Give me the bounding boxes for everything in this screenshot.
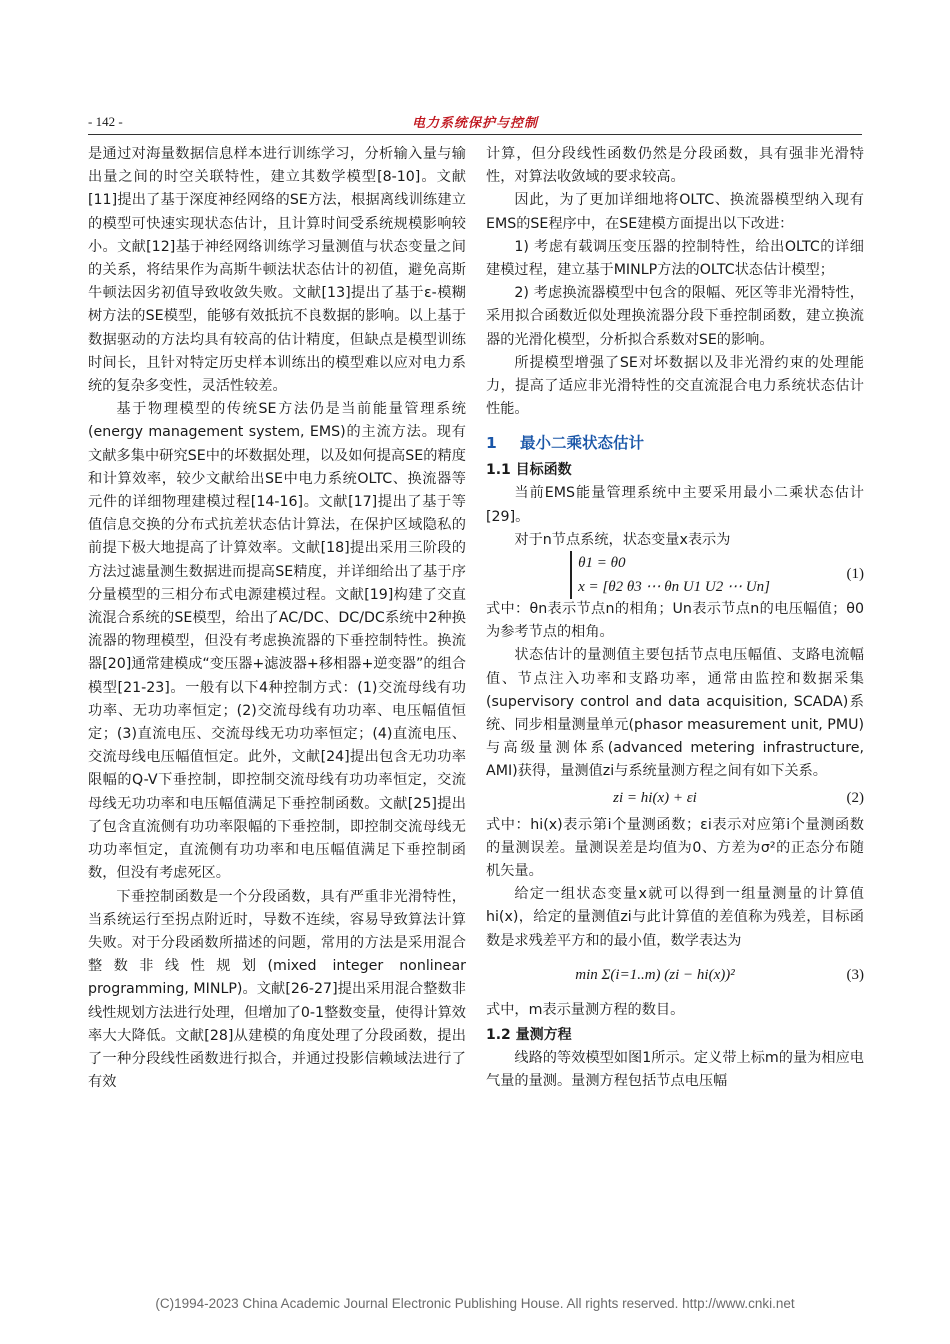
subsection-heading: 1.1 目标函数: [486, 462, 572, 479]
equation-line: x = [θ2 θ3 ⋯ θn U1 U2 ⋯ Un]: [578, 578, 770, 595]
section-number: 1: [486, 434, 497, 453]
list-item: 1) 考虑有载调压变压器的控制特性，给出OLTC的详细建模过程，建立基于MINLP方法的OLTC状态估计模型；: [486, 238, 864, 279]
page-number: - 142 -: [88, 114, 123, 129]
journal-title: 电力系统保护与控制: [411, 116, 538, 131]
section-heading: [486, 431, 864, 455]
equation-number: (3): [846, 967, 864, 984]
equation-number: (1): [846, 566, 864, 583]
paragraph: 因此，为了更加详细地将OLTC、换流器模型纳入现有EMS的SE程序中，在SE建模方面提出以下改进：: [486, 192, 864, 232]
paragraph: 下垂控制函数是一个分段函数，具有严重非光滑特性，当系统运行至拐点附近时，导数不连续，容易导致算法计算失败。对于分段函数所描述的问题，常用的方法是采用混合整数非线性规划(mixed integer nonlinear programming, MINLP)。文献[26-27]提出采用混合整数非线性规划方法进行处理，但增加了0-1整数变量，使得计算效率大大降低。文献[28]从建模的角度处理了分段函数，提出了一种分段线性函数进行拟合，并通过投影信赖域法进行了有效: [88, 888, 466, 1091]
right-column: [486, 143, 864, 1094]
section-title: 最小二乘状态估计: [520, 434, 645, 453]
page-header: [88, 112, 862, 135]
equation-body: min Σ(i=1..m) (zi − hi(x))²: [575, 967, 735, 984]
paragraph: 式中：θn表示节点n的相角；Un表示节点n的电压幅值；θ0为参考节点的相角。: [486, 601, 864, 641]
paragraph: 线路的等效模型如图1所示。定义带上标m的量为相应电气量的量测。量测方程包括节点电压幅: [486, 1050, 864, 1090]
paragraph: 基于物理模型的传统SE方法仍是当前能量管理系统(energy management system, EMS)的主流方法。现有文献多集中研究SE中的坏数据处理，以及如何提高SE的精度和计算效率，较少文献给出SE中电力系统OLTC、换流器等元件的详细物理建模过程[14-16]。文献[17]提出了基于等值信息交换的分布式抗差状态估计算法，在保护区域隐私的前提下极大地提高了计算效率。文献[18]提出采用三阶段的方法过滤量测生数据进而提高SE精度，并详细给出了基于序分量模型的三相分布式电源建模过程。文献[19]构建了交直流混合系统的SE模型，给出了AC/DC、DC/DC系统中2种换流器的物理模型，但没有考虑换流器的下垂控制特性。换流器[20]通常建模成“变压器+滤波器+移相器+逆变器”的组合模型[21-23]。一般有以下4种控制方式：(1)交流母线有功功率、无功功率恒定；(2)交流母线有功功率、电压幅值恒定；(3)直流电压、交流母线无功功率恒定；(4)直流电压、交流母线电压幅值恒定。此外，文献[24]提出包含无功功率限幅的Q-V下垂控制，即控制交流母线有功功率恒定，交流母线无功功率和电压幅值满足下垂控制函数。文献[25]提出了包含直流侧有功功率限幅的下垂控制，即控制交流母线无功功率恒定，直流侧有功功率和电压幅值满足下垂控制函数，但没有考虑死区。: [88, 401, 466, 882]
equation-line: θ1 = θ0: [578, 554, 626, 571]
paragraph: 式中，m表示量测方程的数目。: [486, 1001, 685, 1018]
paragraph: 所提模型增强了SE对坏数据以及非光滑约束的处理能力，提高了适应非光滑特性的交直流混合电力系统状态估计性能。: [486, 354, 864, 418]
paragraph: 对于n节点系统，状态变量x表示为: [514, 531, 731, 548]
left-column: [88, 143, 466, 1094]
paragraph: 当前EMS能量管理系统中主要采用最小二乘状态估计[29]。: [486, 485, 864, 525]
equation-1: [486, 552, 864, 598]
paragraph: 是通过对海量数据信息样本进行训练学习，分析输入量与输出量之间的时空关联特性，建立其数学模型[8-10]。文献[11]提出了基于深度神经网络的SE方法，根据离线训练建立的模型可快速实现状态估计，且计算时间受系统规模影响较小。文献[12]基于神经网络训练学习量测值与状态变量之间的关系，将结果作为高斯牛顿法状态估计的初值，避免高斯牛顿法因劣初值导致收敛失败。文献[13]提出了基于ε-模糊树方法的SE模型，能够有效抵抗不良数据的影响。以上基于数据驱动的方法均具有较高的估计精度，但缺点是模型训练时间长，且针对特定历史样本训练出的模型难以应对电力系统的复杂多变性，灵活性较差。: [88, 146, 466, 395]
paragraph: 式中：hi(x)表示第i个量测函数；εi表示对应第i个量测函数的量测误差。量测误差是均值为0、方差为σ²的正态分布随机矢量。: [486, 816, 864, 880]
copyright-footer: (C)1994-2023 China Academic Journal Electronic Publishing House. All rights reserved. http://www.cnki.net: [155, 1296, 795, 1311]
equation-2: [486, 784, 864, 814]
equation-number: (2): [846, 790, 864, 807]
list-item: 2) 考虑换流器模型中包含的限幅、死区等非光滑特性，采用拟合函数近似处理换流器分段下垂控制函数，建立换流器的光滑化模型，分析拟合系数对SE的影响。: [486, 285, 864, 348]
subsection-heading: 1.2 量测方程: [486, 1027, 572, 1044]
equation-body: zi = hi(x) + εi: [613, 790, 697, 807]
paragraph: 计算，但分段线性函数仍然是分段函数，具有强非光滑特性，对算法收敛域的要求较高。: [486, 146, 864, 186]
equation-system: [570, 551, 770, 599]
paragraph: 状态估计的量测值主要包括节点电压幅值、支路电流幅值、节点注入功率和支路功率，通常由监控和数据采集(supervisory control and data acquisition, SCADA)系统、同步相量测量单元(phasor measurement unit, PMU)与高级量测体系(advanced metering infrastructure, AMI)获得，量测值zi与系统量测方程之间有如下关系。: [486, 647, 864, 780]
paragraph: 给定一组状态变量x就可以得到一组量测量的计算值hi(x)，给定的量测值zi与此计算值的差值称为残差，目标函数是求残差平方和的最小值，数学表达为: [486, 886, 864, 949]
equation-3: [486, 953, 864, 999]
